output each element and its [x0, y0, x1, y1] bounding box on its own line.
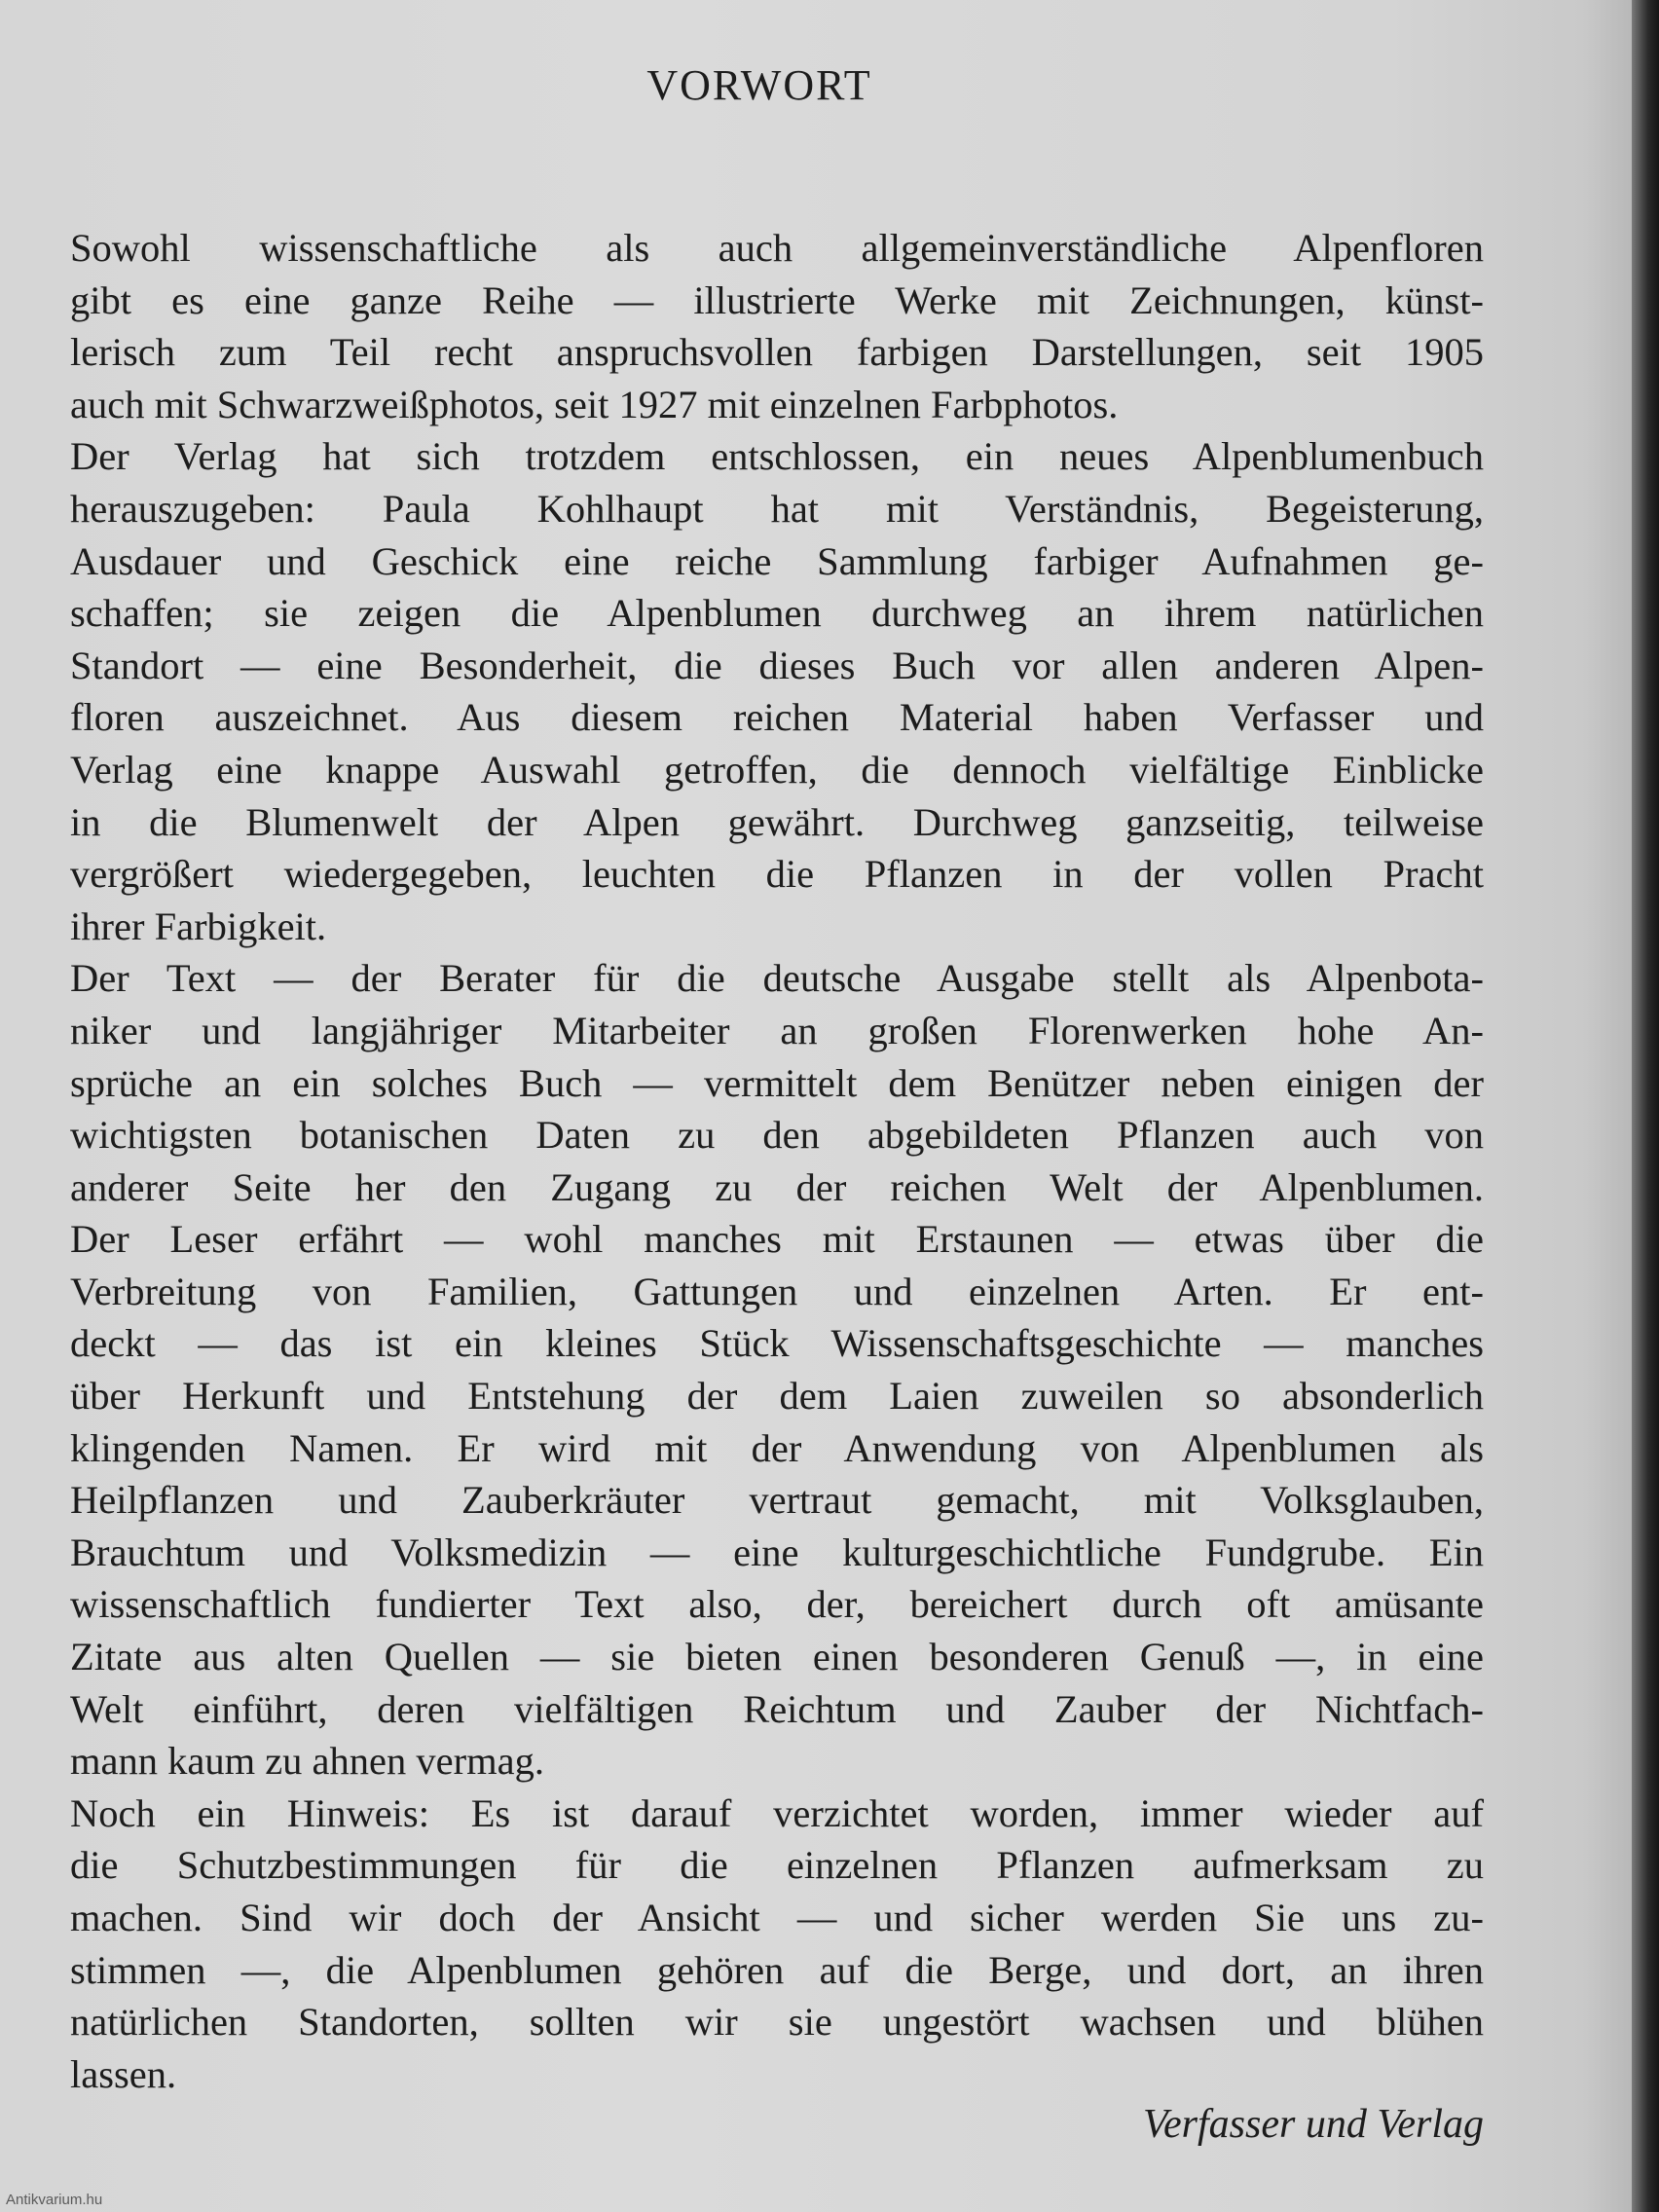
text-line: deckt — das ist ein kleines Stück Wissenschaftsgeschichte — manches — [70, 1321, 1484, 1366]
text-line: machen. Sind wir doch der Ansicht — und sicher werden Sie uns zu- — [70, 1896, 1484, 1939]
text-line: ihrer Farbigkeit. — [70, 903, 327, 948]
text-line: gibt es eine ganze Reihe — illustrierte Werke mit Zeichnungen, künst- — [70, 277, 1484, 322]
text-line: Standort — eine Besonderheit, die dieses Buch vor allen anderen Alpen- — [70, 643, 1484, 687]
text-line: stimmen —, die Alpenblumen gehören auf die Berge, und dort, an ihren — [70, 1947, 1484, 1992]
text-line: vergrößert wiedergegeben, leuchten die Pflanzen in der vollen Pracht — [70, 852, 1484, 897]
text-line: wissenschaftlich fundierter Text also, der, bereichert durch oft amüsante — [70, 1582, 1484, 1627]
page-title: VORWORT — [646, 61, 872, 109]
text-line: niker und langjähriger Mitarbeiter an großen Florenwerken hohe An- — [70, 1008, 1484, 1052]
text-line: Verbreitung von Familien, Gattungen und einzelnen Arten. Er ent- — [70, 1269, 1484, 1313]
text-line: anderer Seite her den Zugang zu der reichen Welt der Alpenblumen. — [70, 1164, 1484, 1209]
text-line: lerisch zum Teil recht anspruchsvollen farbigen Darstellungen, seit 1905 — [70, 330, 1484, 375]
text-line: Sowohl wissenschaftliche als auch allgemeinverständliche Alpenfloren — [70, 226, 1484, 270]
paragraph — [70, 952, 1484, 1788]
text-line: Noch ein Hinweis: Es ist darauf verzichtet worden, immer wieder auf — [70, 1790, 1484, 1835]
text-line: wichtigsten botanischen Daten zu den abgebildeten Pflanzen auch von — [70, 1113, 1484, 1158]
text-line: sprüche an ein solches Buch — vermittelt dem Benützer neben einigen der — [70, 1060, 1484, 1105]
text-line: schaffen; sie zeigen die Alpenblumen durchweg an ihrem natürlichen — [70, 591, 1484, 636]
text-line: Brauchtum und Volksmedizin — eine kulturgeschichtliche Fundgrube. Ein — [70, 1530, 1484, 1574]
text-line: Ausdauer und Geschick eine reiche Sammlung farbiger Aufnahmen ge- — [70, 538, 1484, 583]
signature: Verfasser und Verlag — [1143, 2102, 1484, 2147]
text-line: Welt einführt, deren vielfältigen Reichtum und Zauber der Nichtfach- — [70, 1686, 1484, 1731]
text-line: klingenden Namen. Er wird mit der Anwendung von Alpenblumen als — [70, 1425, 1484, 1470]
text-line: lassen. — [70, 2051, 177, 2096]
watermark: Antikvarium.hu — [6, 2192, 103, 2208]
text-line: Verlag eine knappe Auswahl getroffen, die dennoch vielfältige Einblicke — [70, 747, 1484, 792]
text-line: Zitate aus alten Quellen — sie bieten einen besonderen Genuß —, in eine — [70, 1635, 1484, 1679]
text-line: floren auszeichnet. Aus diesem reichen Material haben Verfasser und — [70, 695, 1484, 740]
paragraph — [70, 222, 1484, 430]
preface-body — [70, 222, 1484, 2100]
book-gutter — [1632, 0, 1659, 2212]
text-line: über Herkunft und Entstehung der dem Laien zuweilen so absonderlich — [70, 1374, 1484, 1419]
text-line: mann kaum zu ahnen vermag. — [70, 1739, 544, 1784]
text-line: Der Verlag hat sich trotzdem entschlossen, ein neues Alpenblumenbuch — [70, 434, 1484, 479]
text-line: herauszugeben: Paula Kohlhaupt hat mit Verständnis, Begeisterung, — [70, 486, 1484, 531]
text-line: in die Blumenwelt der Alpen gewährt. Durchweg ganzseitig, teilweise — [70, 799, 1484, 844]
text-line: natürlichen Standorten, sollten wir sie ungestört wachsen und blühen — [70, 2000, 1484, 2045]
text-line: Der Leser erfährt — wohl manches mit Erstaunen — etwas über die — [70, 1217, 1484, 1262]
paragraph — [70, 1788, 1484, 2101]
text-line: Heilpflanzen und Zauberkräuter vertraut gemacht, mit Volksglauben, — [70, 1478, 1484, 1523]
text-line: auch mit Schwarzweißphotos, seit 1927 mit einzelnen Farbphotos. — [70, 382, 1119, 426]
paragraph — [70, 430, 1484, 952]
text-line: die Schutzbestimmungen für die einzelnen Pflanzen aufmerksam zu — [70, 1843, 1484, 1888]
text-line: Der Text — der Berater für die deutsche Ausgabe stellt als Alpenbota- — [70, 956, 1484, 1001]
